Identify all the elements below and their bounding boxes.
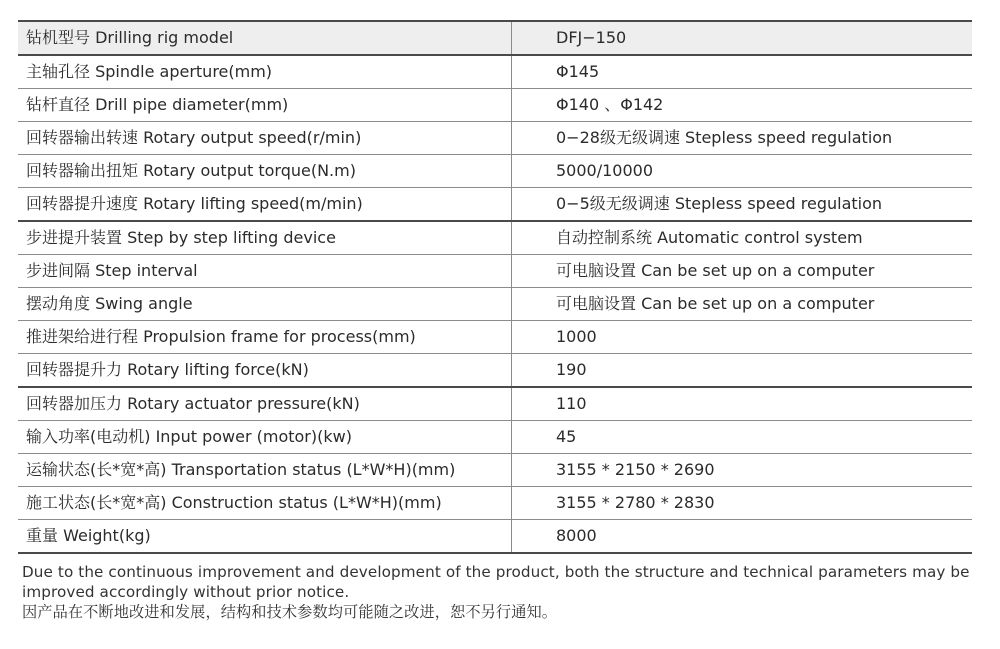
row-label: 步进提升装置 Step by step lifting device xyxy=(18,221,512,255)
table-header-row xyxy=(18,21,972,55)
row-value: 0−5级无级调速 Stepless speed regulation xyxy=(512,188,973,222)
row-label: 回转器输出转速 Rotary output speed(r/min) xyxy=(18,122,512,155)
row-label: 主轴孔径 Spindle aperture(mm) xyxy=(18,55,512,89)
table-row xyxy=(18,487,972,520)
table-row xyxy=(18,255,972,288)
model-label: 钻机型号 Drilling rig model xyxy=(18,21,512,55)
table-row xyxy=(18,89,972,122)
table-row xyxy=(18,454,972,487)
row-label: 步进间隔 Step interval xyxy=(18,255,512,288)
row-label: 回转器输出扭矩 Rotary output torque(N.m) xyxy=(18,155,512,188)
table-row xyxy=(18,387,972,421)
row-value: 可电脑设置 Can be set up on a computer xyxy=(512,288,973,321)
table-row xyxy=(18,188,972,222)
row-label: 摆动角度 Swing angle xyxy=(18,288,512,321)
specification-table xyxy=(18,20,972,554)
row-value: 0−28级无级调速 Stepless speed regulation xyxy=(512,122,973,155)
table-row xyxy=(18,520,972,554)
row-value: 3155 * 2150 * 2690 xyxy=(512,454,973,487)
table-row xyxy=(18,354,972,388)
table-row xyxy=(18,421,972,454)
row-value: 可电脑设置 Can be set up on a computer xyxy=(512,255,973,288)
disclaimer-chinese: 因产品在不断地改进和发展，结构和技术参数均可能随之改进，恕不另行通知。 xyxy=(22,603,558,621)
disclaimer-note xyxy=(22,562,982,622)
row-value: Φ145 xyxy=(512,55,973,89)
table-row xyxy=(18,155,972,188)
row-label: 推进架给进行程 Propulsion frame for process(mm) xyxy=(18,321,512,354)
row-label: 输入功率(电动机) Input power (motor)(kw) xyxy=(18,421,512,454)
row-label: 重量 Weight(kg) xyxy=(18,520,512,554)
row-value: 8000 xyxy=(556,526,597,545)
row-value: 自动控制系统 Automatic control system xyxy=(512,221,973,255)
row-label: 钻杆直径 Drill pipe diameter(mm) xyxy=(18,89,512,122)
row-value: 5000/10000 xyxy=(512,155,973,188)
row-value: 1000 xyxy=(512,321,973,354)
row-label: 运输状态(长*宽*高) Transportation status (L*W*H)(mm) xyxy=(18,454,512,487)
model-value: DFJ−150 xyxy=(512,21,973,55)
row-label: 回转器加压力 Rotary actuator pressure(kN) xyxy=(18,387,512,421)
row-value: 3155 * 2780 * 2830 xyxy=(512,487,973,520)
table-row xyxy=(18,321,972,354)
table-row xyxy=(18,221,972,255)
row-value: 190 xyxy=(512,354,973,388)
row-label: 回转器提升力 Rotary lifting force(kN) xyxy=(18,354,512,388)
row-value: 110 xyxy=(512,387,973,421)
table-row xyxy=(18,55,972,89)
row-value: Φ140 、Φ142 xyxy=(512,89,973,122)
table-row xyxy=(18,122,972,155)
table-row xyxy=(18,288,972,321)
disclaimer-english: Due to the continuous improvement and development of the product, both the structure and technical parameters may be improved accordingly without prior notice. xyxy=(22,563,970,601)
row-label: 施工状态(长*宽*高) Construction status (L*W*H)(mm) xyxy=(18,487,512,520)
row-label: 回转器提升速度 Rotary lifting speed(m/min) xyxy=(18,188,512,222)
row-value: 45 xyxy=(512,421,973,454)
